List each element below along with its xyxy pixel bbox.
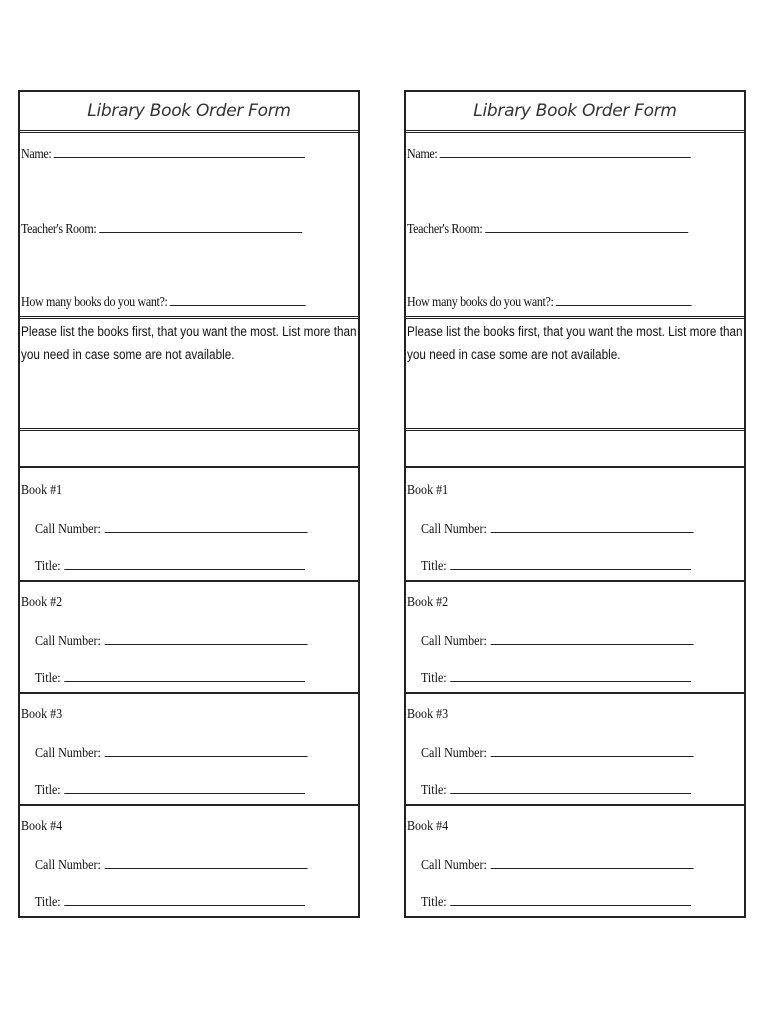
title-field[interactable] (421, 669, 691, 687)
call-number-field[interactable] (421, 856, 693, 874)
title-field[interactable] (35, 669, 305, 687)
title-blank[interactable] (450, 781, 691, 794)
title-blank[interactable] (450, 669, 691, 682)
form-title: Library Book Order Form (20, 92, 358, 133)
name-label: Name: (407, 147, 438, 162)
call-number-label: Call Number: (35, 858, 101, 873)
title-blank[interactable] (450, 893, 691, 906)
title-blank[interactable] (64, 893, 305, 906)
count-field[interactable] (21, 293, 306, 311)
book-entry (20, 804, 358, 916)
name-blank[interactable] (54, 145, 305, 158)
title-label: Title: (421, 783, 447, 798)
title-field[interactable] (421, 557, 691, 575)
call-number-field[interactable] (35, 744, 307, 762)
title-label: Title: (421, 895, 447, 910)
info-section (20, 130, 358, 319)
instructions-note: Please list the books first, that you want the most. List more than you need in case some are not available. (407, 324, 743, 362)
name-blank[interactable] (440, 145, 691, 158)
title-field[interactable] (421, 893, 691, 911)
book-entry (20, 692, 358, 806)
room-field[interactable] (21, 220, 302, 238)
room-blank[interactable] (485, 220, 688, 233)
call-number-field[interactable] (35, 520, 307, 538)
count-blank[interactable] (556, 293, 692, 306)
title-blank[interactable] (64, 781, 305, 794)
count-label: How many books do you want?: (407, 295, 554, 310)
call-number-blank[interactable] (104, 744, 307, 757)
room-label: Teacher's Room: (21, 222, 97, 237)
title-blank[interactable] (64, 557, 305, 570)
count-field[interactable] (407, 293, 692, 311)
book-label: Book #3 (407, 707, 449, 722)
call-number-field[interactable] (421, 520, 693, 538)
call-number-field[interactable] (35, 632, 307, 650)
call-number-label: Call Number: (35, 746, 101, 761)
book-entry (406, 468, 744, 582)
order-form-left (18, 90, 360, 918)
call-number-blank[interactable] (490, 856, 693, 869)
call-number-label: Call Number: (35, 634, 101, 649)
note-section (20, 316, 358, 431)
form-title: Library Book Order Form (406, 92, 744, 133)
name-label: Name: (21, 147, 52, 162)
book-entry (406, 692, 744, 806)
title-label: Title: (35, 783, 61, 798)
book-label: Book #2 (21, 595, 63, 610)
title-blank[interactable] (64, 669, 305, 682)
name-field[interactable] (407, 145, 691, 163)
title-field[interactable] (35, 781, 305, 799)
blank-row (20, 430, 358, 468)
call-number-blank[interactable] (490, 520, 693, 533)
book-label: Book #1 (407, 483, 449, 498)
call-number-field[interactable] (421, 744, 693, 762)
name-field[interactable] (21, 145, 305, 163)
instructions-note: Please list the books first, that you want the most. List more than you need in case some are not available. (21, 324, 357, 362)
info-section (406, 130, 744, 319)
book-label: Book #3 (21, 707, 63, 722)
blank-row (406, 430, 744, 468)
book-label: Book #1 (21, 483, 63, 498)
order-form-right (404, 90, 746, 918)
title-label: Title: (35, 895, 61, 910)
title-field[interactable] (35, 557, 305, 575)
title-label: Title: (35, 671, 61, 686)
count-label: How many books do you want?: (21, 295, 168, 310)
book-entry (406, 804, 744, 916)
call-number-blank[interactable] (104, 520, 307, 533)
book-entry (406, 580, 744, 694)
call-number-blank[interactable] (104, 856, 307, 869)
title-label: Title: (35, 559, 61, 574)
title-field[interactable] (35, 893, 305, 911)
title-label: Title: (421, 559, 447, 574)
title-blank[interactable] (450, 557, 691, 570)
call-number-label: Call Number: (421, 746, 487, 761)
room-label: Teacher's Room: (407, 222, 483, 237)
call-number-blank[interactable] (490, 632, 693, 645)
note-section (406, 316, 744, 431)
call-number-field[interactable] (35, 856, 307, 874)
title-label: Title: (421, 671, 447, 686)
book-entry (20, 468, 358, 582)
call-number-field[interactable] (421, 632, 693, 650)
call-number-label: Call Number: (421, 858, 487, 873)
call-number-blank[interactable] (490, 744, 693, 757)
book-label: Book #2 (407, 595, 449, 610)
book-entry (20, 580, 358, 694)
call-number-label: Call Number: (35, 522, 101, 537)
call-number-label: Call Number: (421, 634, 487, 649)
book-label: Book #4 (407, 819, 449, 834)
room-blank[interactable] (99, 220, 302, 233)
title-field[interactable] (421, 781, 691, 799)
call-number-blank[interactable] (104, 632, 307, 645)
count-blank[interactable] (170, 293, 306, 306)
call-number-label: Call Number: (421, 522, 487, 537)
book-label: Book #4 (21, 819, 63, 834)
room-field[interactable] (407, 220, 688, 238)
